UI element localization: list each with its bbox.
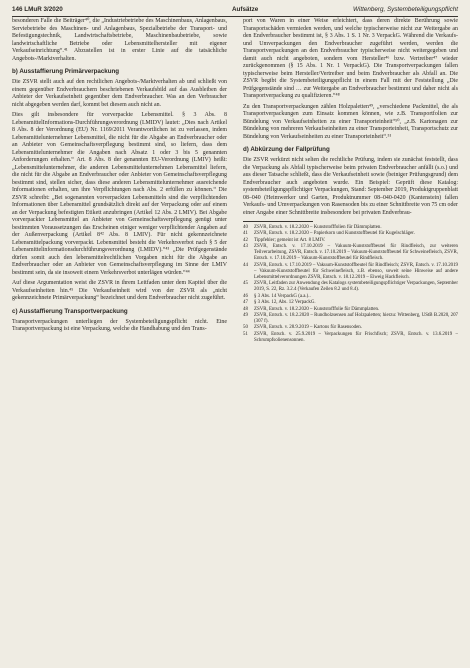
- paragraph: besonderen Falle die Beiträger⁴⁰, die „Industriebetriebe des Maschinenbaus, Anlagenbaus, Serviebetriebe des Maschinen- und Anlagenbaus, Spezialbetriebe der Transport- und Befestigungstechnik, Landwirtschaftsbetriebe, Maschinenbaubetriebe, sowie landwirtschaftliche Betriebe oder Lebensmittelhersteller mit eigener Verkaufseinrichtung“.⁴¹ Abzustellen ist in erster Linie auf die tatsächliche Angebots-/Marktverhalten.: [12, 18, 227, 62]
- header-rule: [12, 16, 458, 17]
- section-title: Aufsätze: [232, 6, 259, 13]
- left-column: [12, 18, 227, 337]
- footnote: 40 ZSVR, Entsch. v. 18.2.2020 – Kunststofffolien für Dämmplatten.: [243, 225, 382, 230]
- footnote: 44 ZSVR, Entsch. v. 17.10.2019 – Vakuum-Kunststoffbeutel für Rindfleisch; ZSVR, Entsch. v. 17.10.2019 – Vakuum-Kunststoffbeutel für Schweinefleisch, z.B. ebenso, soweit seine Hinweise auf andere Lebensmittelverordnungen ZSVR, Entsch. v. 18.12.2019 – Eiweig Hackfleisch.: [243, 262, 458, 280]
- running-author: Wittenberg, Systembeteiligungspflicht: [353, 6, 458, 13]
- section-heading-c: c) Ausstaffierung Transportverpackung: [12, 307, 128, 315]
- section-heading-b: b) Ausstaffierung Primärverpackung: [12, 68, 120, 75]
- paragraph: Auf diese Argumentation weist die ZSVR in ihrem Leitfaden unter dem Kapitel über die Verkaufseinheiten hin.⁴⁵ Die Verkaufseinheit wird von der ZSVR als „nicht gekennzeichnete Primärverpackung“ bezeichnet und dem Endverbraucher nicht zugeführt.: [12, 280, 227, 301]
- footnote: 45 ZSVR, Leitfaden zur Anwendung des Katalogs systembeteiligungspflichtiger Verpackungen, September 2019, S. 22, Rz. 3.2.4 (Verkaufen Zeilen 8.2 und 8.4).: [243, 281, 458, 293]
- footnote: 48 ZSVR, Entsch. v. 18.2.2020 – Kunststofffolie für Dämmplatten.: [243, 306, 380, 312]
- footnote: 43 ZSVR, Entsch. v. 17.10.2019 – Vakuum-Kunststoffbeutel für Rindfleisch, zur weiteren Teilverarbeitung, ZSVR, Entsch. v. 17.10.2019 – Vakuum-Kunststoffbeutel für Schweinefleisch, ZSVR, Entsch. v. 17.10.2019 – Vakuum-Kunststoffbeutel für Rindfleisch.: [243, 244, 458, 262]
- paragraph: Dies gilt insbesondere für vorverpackte Lebensmittel. § 3 Abs. 8 LebensmittelInformations-Durchführungsverordnung (LMIDV) lautet: „Dies nach Artikel 8 Abs. 8 der Verordnung (EU) Nr. 1169/2011 Verantwortlichen ist zu verlassen, indem Lebensmittelunternehmer Lebensmittel, die nicht für die Abgabe an Endverbraucher oder an Anbieter von Gemeinschaftsverpflegung bestimmt sind, so liefern, dass dem Lebensmittelunternehmer die Angaben nach Absatz 1 oder 3 bis 5 genannten Anforderungen erhalten.“ Art. 8 Abs. 8 der genannten EU-Verordnung (LMIV) heißt: „Lebensmittelunternehmer, die anderen Lebensmittelunternehmen Lebensmittel liefern, die nicht für die Abgabe an Endverbraucher oder Anbieter von Gemeinschaftsverpflegung bestimmt sind, stellen sicher, dass diese anderen Lebensmittelunternehmer ausreichende Informationen erhalten, um ihre Verpflichtungen nach Abs. 2 erfüllen zu können.“ Die ZSVR schreibt: „Bei sogenannten vorverpackten Lebensmitteln sind die verpflichtenden Informationen über Lebensmittel grundsätzlich direkt auf der Verpackung oder auf einem an der Verpackung befestigten Etikett anzubringen (Artikel 12 Abs. 2 LMIV). Bei Abgabe vorverpackter Lebensmittel an Anbieter von Gemeinschaftsverpflegung genügt unter bestimmten Voraussetzungen das Erscheinen einiger weniger verpflichtender Angaben auf der Außenverpackung (Artikel 8⁴² Abs. 8 LMIV). Für nicht gekennzeichnete Lebensmittelpackung vorverpackt. Lebensmittel besteht die Verkehrsverbot nach § 5 der Lebensmittelinformationsdurchführungsverordnung (LMIDV).“⁴³ „Die Prüfgegenstände dürfen somit auch den lebensmittelrechtlichen Vorgaben nicht für die Abgabe an Endverbraucher oder an Anbieter von Gemeinschaftsverpflegung im Sinne der LMIV bestimmt sein, da sie insoweit einem Verkehrsverbot unterlägen würden.“⁴⁴: [12, 112, 227, 276]
- paragraph: Transportverpackungen unterliegen der Systembeteiligungspflicht nicht. Eine Transportverpackung ist eine Verpackung, welche die Handhabung und den Trans-: [12, 318, 227, 332]
- footnotes: [243, 225, 458, 344]
- page-number-journal: 146 LMuR 3/2020: [12, 6, 63, 13]
- footnote: 51 ZSVR, Entsch. v. 25.9.2019 – Verpackungen für Frischfisch; ZSVR, Entsch. v. 13.6.2019 – Schrumpfsolienensonnen.: [243, 331, 458, 343]
- footnote: 50 ZSVR, Entsch. v. 28.9.2019 – Kartons für Rasensoden.: [243, 325, 362, 331]
- footnote: 49 ZSVR, Entsch. v. 18.2.2020 – Rundholzsensen auf Holzpaletten; hierzu: Wittenberg, UStB B.2020, 207 (307 f).: [243, 312, 458, 325]
- footnote: 47 § 3 Abs. 12, Abs. 12 VerpackG.: [243, 300, 316, 306]
- right-column: [243, 18, 458, 344]
- paragraph: Die ZSVR stellt auch auf den rechtlichen Angebots-/Marktverhalten ab und schließt von einem gegenüber Endverbrauchern beschriebenen Verkaufsbild auf das Ausbleiben der Anbieter der Verkaufseinheit gegenüber dem Endverbraucher. Was an den Verbraucher nicht abgegeben werden darf, kommt bei diesem auch nicht an.: [12, 79, 227, 108]
- paragraph: port von Waren in einer Weise erleichtert, dass deren direkte Berührung sowie Transportschäden vermieden werden, und welche typischerweise nicht zur Weitergabe an den Endverbraucher bestimmt ist, § 3 Abs. 1 S. 1 Nr. 3 VerpackG. Während die Verkaufs- und Umverpackungen den Endverbraucher zugeführt werden, werden die Transportverpackungen an den Endverbraucher typischerweise nicht weitergegeben und damit auch nicht angeboten, sondern vom Hersteller⁴⁶ bzw. Vertreiber⁴⁷ wieder zurückgenommen (§ 15 Abs. 1 Nr. 1 VerpackG). Die Transportverpackungen fallen typischerweise beim Hersteller/Vertreiber und beim Endverbraucher als Abfall an. Die ZSVR begibt die Systembeteiligungspflicht in einem Fall mit der Feststellung „Die Prüfgegenstände sind … zur Weitergabe an Endverbraucher bestimmt und daher nicht als Transportverpackung zu qualifizieren.“⁴⁸: [243, 18, 458, 99]
- footnote: 46 § 3 Abs. 14 VerpackG (a.a.)..: [243, 293, 311, 299]
- section-heading-d: d) Abkürzung der Fallprüfung: [243, 146, 330, 153]
- paragraph: Zu den Transportverpackungen zählen Holzpaletten⁴⁹, „verschiedene Packmittel, die als Transportverpackungen zum Einsatz kommen können, wie z.B. Transportfolien zur Bündelung von Verkaufseinheiten zu einer Transporteinheit“⁵⁰, „z.B. Kartonagen zur Bündelung von mehreren Verkaufseinheiten zu einer Transporteinheit, Transportschutz zur Bündelung von Verkaufseinheiten zu einer Transporteinheit“.⁵¹: [243, 103, 458, 140]
- footnote: 42 Tippfehler; gemeint ist Art. 8 LMIV.: [243, 237, 326, 243]
- footnote-rule: [243, 221, 313, 222]
- paragraph: Die ZSVR verkürzt nicht selten die rechtliche Prüfung, indem sie zunächst feststellt, dass die Verpackung als Abfall typischerweise beim privaten Endverbraucher anfällt (s.o.) und aus dieser Tatsache schließt, dass die Verkaufseinheit sowie (beiniger Prüfungsgrund) dem Endverbraucher auch angeboten wurde. Ein Beispiel: Geprüft diese Katalog: systembeteiligungspflichtiger Verpackungen, Stand: September 2019, Produktgruppenblatt 08–040 (Heimwerker und Garten, Produktnummer 08–040-0420 (Kantenstein) fallen Verkaufs- und Umverpackungen von Rasensoden bis zu einer Schnittbreite von 75 cm oder einer Angabe einer Schnittbreite insbesondere bei privaten Endverbrau-: [243, 157, 458, 216]
- page-header: [12, 4, 458, 17]
- footnote: 41 ZSVR, Entsch. v. 18.2.2020 – Papierkorn und Kunststoffbeutel für Kugelschläger.: [243, 231, 415, 237]
